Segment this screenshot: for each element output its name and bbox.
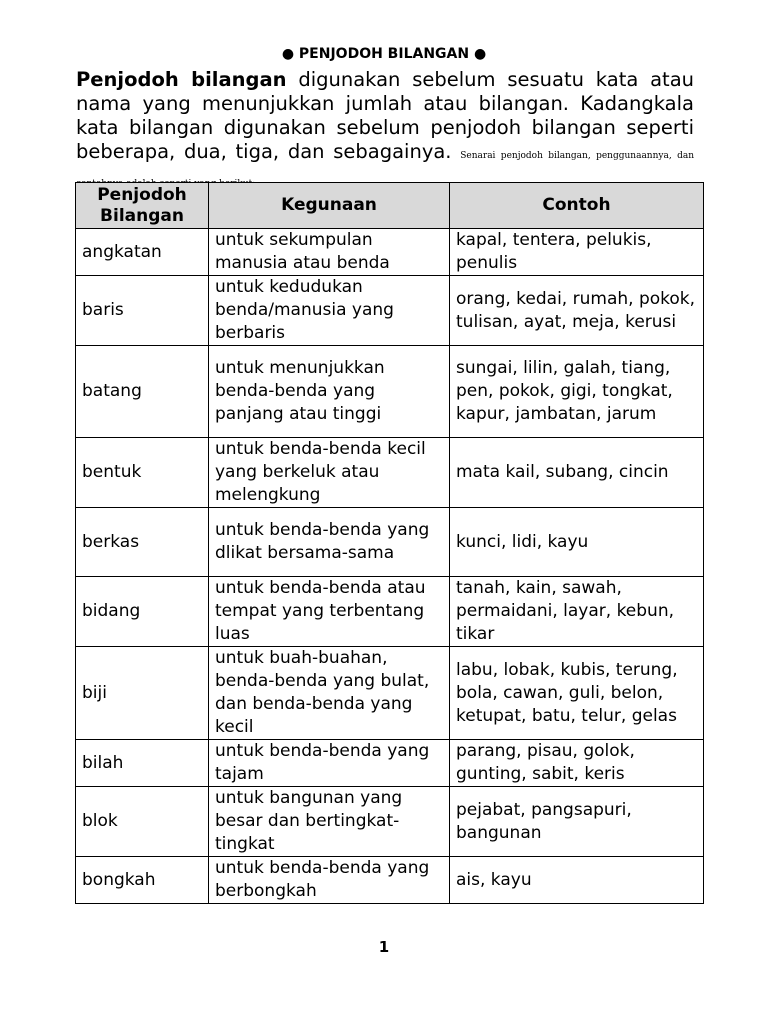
cell-penjodoh: bidang (76, 577, 209, 647)
table-row (76, 857, 704, 904)
header-kegunaan: Kegunaan (209, 183, 450, 229)
table-row (76, 346, 704, 438)
cell-contoh: kapal, tentera, pelukis, penulis (450, 229, 704, 276)
cell-kegunaan: untuk benda-benda atau tempat yang terbentang luas (209, 577, 450, 647)
cell-contoh: tanah, kain, sawah, permaidani, layar, kebun, tikar (450, 577, 704, 647)
cell-contoh: parang, pisau, golok, gunting, sabit, keris (450, 740, 704, 787)
cell-penjodoh: baris (76, 276, 209, 346)
table-row (76, 508, 704, 577)
cell-kegunaan: untuk bangunan yang besar dan bertingkat-tingkat (209, 787, 450, 857)
intro-bold-term: Penjodoh bilangan (76, 68, 287, 91)
intro-small-note: Senarai penjodoh bilangan, penggunaannya, dan (460, 151, 695, 161)
table-row (76, 229, 704, 276)
cell-kegunaan: untuk sekumpulan manusia atau benda (209, 229, 450, 276)
header-contoh: Contoh (450, 183, 704, 229)
cell-kegunaan: untuk benda-benda yang berbongkah (209, 857, 450, 904)
cell-kegunaan: untuk buah-buahan, benda-benda yang bulat, dan benda-benda yang kecil (209, 647, 450, 740)
cell-contoh: pejabat, pangsapuri, bangunan (450, 787, 704, 857)
cell-kegunaan: untuk benda-benda yang dlikat bersama-sama (209, 508, 450, 577)
cell-penjodoh: bentuk (76, 438, 209, 508)
cell-penjodoh: biji (76, 647, 209, 740)
cell-contoh: ais, kayu (450, 857, 704, 904)
page-number: 1 (378, 938, 390, 956)
cell-contoh: labu, lobak, kubis, terung, bola, cawan, guli, belon, ketupat, batu, telur, gelas (450, 647, 704, 740)
cell-contoh: kunci, lidi, kayu (450, 508, 704, 577)
table-row (76, 740, 704, 787)
intro-paragraph (76, 68, 694, 196)
cell-penjodoh: berkas (76, 508, 209, 577)
intro-text: digunakan sebelum sesuatu kata atau nama yang menunjukkan jumlah atau bilangan. Kadangkala kata bilangan digunakan sebelum penjodoh bilangan seperti beberapa, dua, tiga, dan sebagainya. (76, 68, 695, 163)
table-row (76, 276, 704, 346)
table-row (76, 577, 704, 647)
cell-penjodoh: angkatan (76, 229, 209, 276)
table-row (76, 438, 704, 508)
cell-kegunaan: untuk menunjukkan benda-benda yang panjang atau tinggi (209, 346, 450, 438)
cell-penjodoh: batang (76, 346, 209, 438)
cell-penjodoh: bongkah (76, 857, 209, 904)
cell-kegunaan: untuk benda-benda kecil yang berkeluk atau melengkung (209, 438, 450, 508)
page-heading: ● PENJODOH BILANGAN ● (281, 46, 487, 62)
header-penjodoh: Penjodoh Bilangan (76, 183, 209, 229)
cell-kegunaan: untuk kedudukan benda/manusia yang berbaris (209, 276, 450, 346)
cell-penjodoh: bilah (76, 740, 209, 787)
table-row (76, 647, 704, 740)
cell-contoh: orang, kedai, rumah, pokok, tulisan, ayat, meja, kerusi (450, 276, 704, 346)
cell-penjodoh: blok (76, 787, 209, 857)
cell-contoh: sungai, lilin, galah, tiang, pen, pokok, gigi, tongkat, kapur, jambatan, jarum (450, 346, 704, 438)
cell-kegunaan: untuk benda-benda yang tajam (209, 740, 450, 787)
penjodoh-table (75, 182, 704, 904)
table-header-row (76, 183, 704, 229)
cell-contoh: mata kail, subang, cincin (450, 438, 704, 508)
table-row (76, 787, 704, 857)
